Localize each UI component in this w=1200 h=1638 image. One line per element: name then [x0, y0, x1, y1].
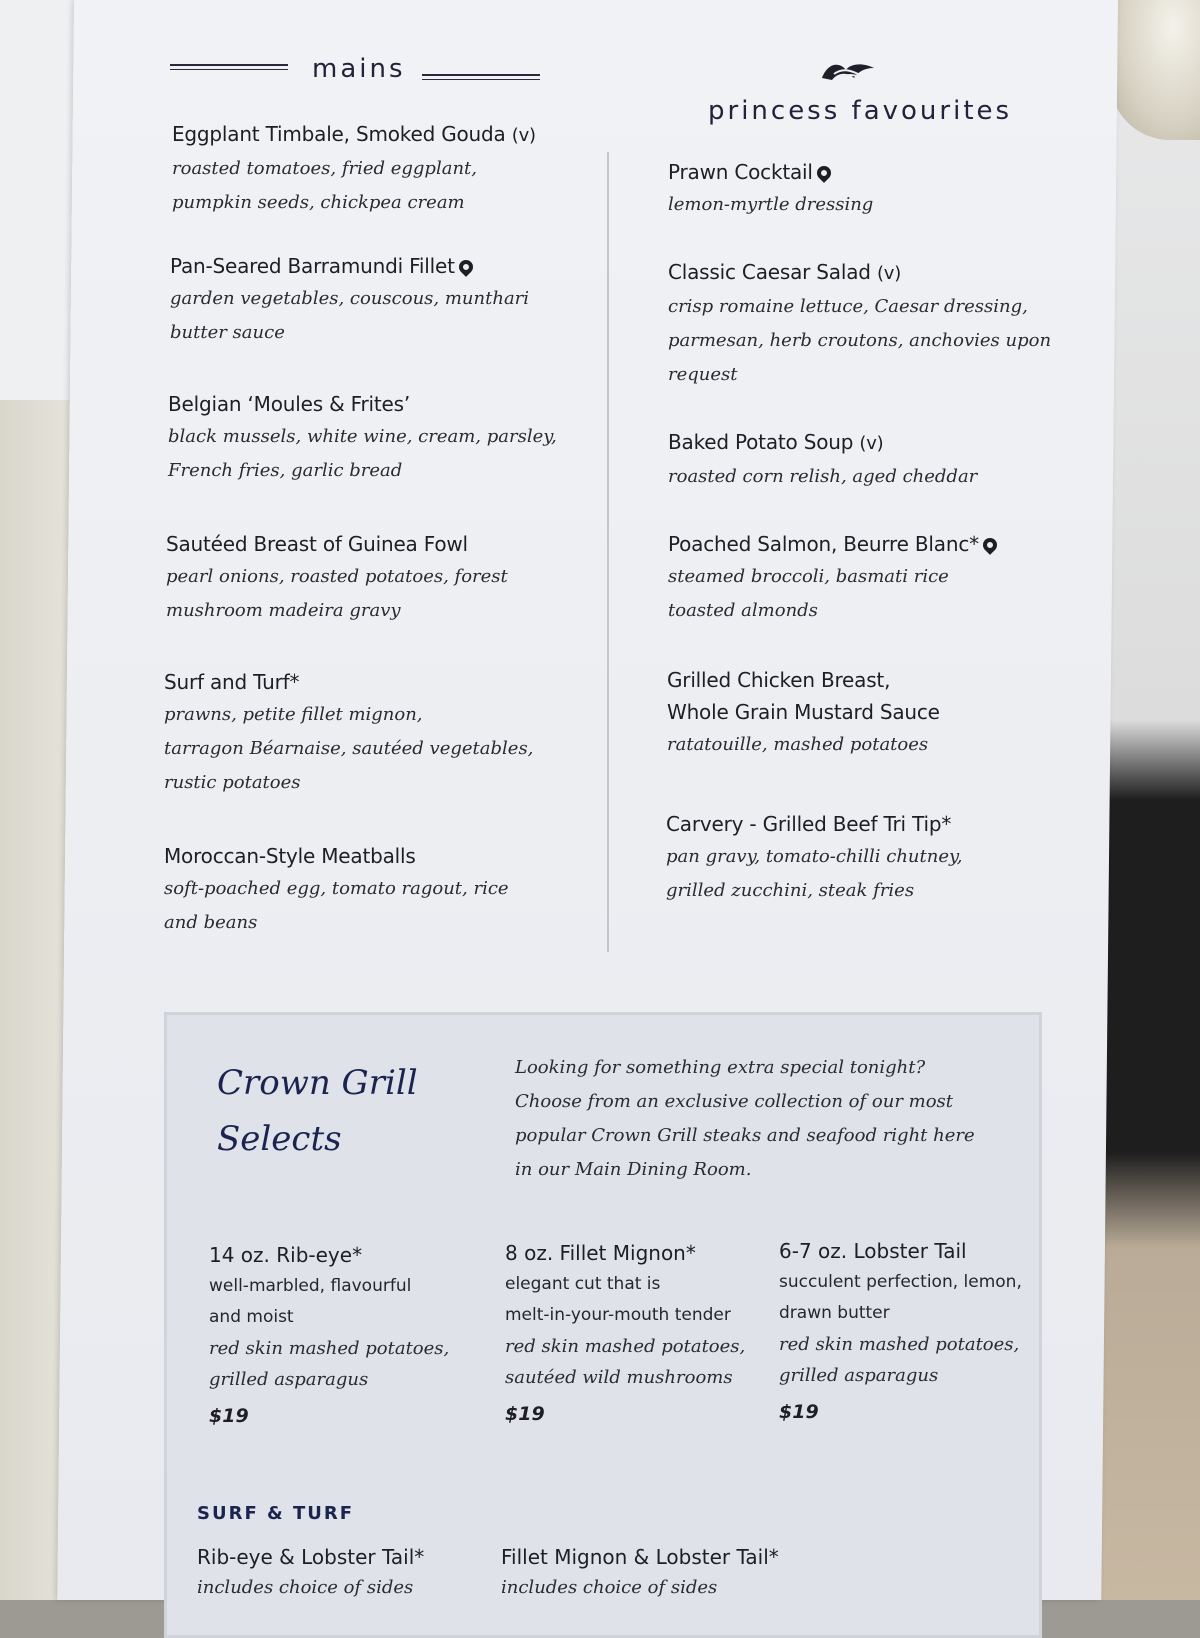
header-rule-right — [422, 74, 540, 76]
item-description: request — [668, 364, 738, 385]
combo-sides: includes choice of sides — [501, 1577, 718, 1598]
crown-grill-title — [217, 1055, 477, 1167]
item-name: Surf and Turf* — [164, 670, 300, 694]
combo-name: Fillet Mignon & Lobster Tail* — [501, 1545, 779, 1569]
intro-line: popular Crown Grill steaks and seafood right here — [515, 1125, 975, 1146]
surf-turf-item — [501, 1541, 801, 1603]
item-description: crisp romaine lettuce, Caesar dressing, — [668, 296, 1028, 317]
select-price: $19 — [779, 1401, 819, 1423]
item-name: Baked Potato Soup — [668, 430, 854, 454]
item-name: Moroccan-Style Meatballs — [164, 844, 416, 868]
select-note: elegant cut that is melt-in-your-mouth tender — [505, 1274, 731, 1325]
item-description: rustic potatoes — [164, 772, 301, 793]
item-description: black mussels, white wine, cream, parsley, — [168, 426, 557, 447]
header-rule-left — [170, 64, 288, 66]
select-price: $19 — [505, 1403, 545, 1425]
menu-item — [667, 664, 1087, 762]
menu-item — [164, 666, 584, 800]
item-name: Belgian ‘Moules & Frites’ — [168, 392, 410, 416]
plate — [1110, 0, 1200, 140]
item-description: prawns, petite fillet mignon, — [164, 704, 423, 725]
grill-select-item — [209, 1239, 489, 1427]
menu-item — [170, 250, 590, 350]
combo-sides: includes choice of sides — [197, 1577, 414, 1598]
menu-item — [172, 118, 592, 220]
select-price: $19 — [209, 1405, 249, 1427]
item-description: lemon-myrtle dressing — [668, 194, 874, 215]
select-sides: red skin mashed potatoes, sautéed wild mushrooms — [505, 1336, 746, 1388]
crown-grill-title-line1: Crown Grill — [217, 1063, 418, 1103]
item-name: Pan-Seared Barramundi Fillet — [170, 254, 455, 278]
select-sides: red skin mashed potatoes, grilled asparagus — [779, 1334, 1020, 1386]
item-description: pearl onions, roasted potatoes, forest — [166, 566, 508, 587]
select-name: 8 oz. Fillet Mignon* — [505, 1241, 696, 1265]
item-description: mushroom madeira gravy — [166, 600, 401, 621]
item-description: and beans — [164, 912, 258, 933]
menu-item — [166, 528, 586, 628]
item-description: grilled zucchini, steak fries — [666, 880, 915, 901]
menu-item — [668, 528, 1088, 628]
select-note: well-marbled, flavourful and moist — [209, 1276, 412, 1327]
item-description: steamed broccoli, basmati rice — [668, 566, 949, 587]
menu-item — [666, 808, 1086, 908]
menu-item — [164, 840, 584, 940]
crown-grill-intro — [515, 1051, 985, 1187]
favourites-title: princess favourites — [708, 96, 1013, 126]
intro-line: Choose from an exclusive collection of our most — [515, 1091, 954, 1112]
item-description: parmesan, herb croutons, anchovies upon — [668, 330, 1052, 351]
item-description: French fries, garlic bread — [168, 460, 403, 481]
column-divider — [607, 152, 609, 952]
combo-name: Rib-eye & Lobster Tail* — [197, 1545, 425, 1569]
item-name: Classic Caesar Salad — [668, 260, 871, 284]
item-name: Poached Salmon, Beurre Blanc* — [668, 532, 979, 556]
item-name-line2: Whole Grain Mustard Sauce — [667, 700, 940, 724]
crown-grill-title-line2: Selects — [217, 1119, 342, 1159]
item-description: soft-poached egg, tomato ragout, rice — [164, 878, 509, 899]
intro-line: Looking for something extra special tonight? — [515, 1057, 926, 1078]
item-description: pan gravy, tomato-chilli chutney, — [666, 846, 963, 867]
location-pin-icon — [980, 535, 1000, 555]
item-name: Grilled Chicken Breast, — [667, 668, 891, 692]
crown-grill-section — [164, 1012, 1042, 1638]
mains-header — [170, 52, 550, 92]
item-name: Eggplant Timbale, Smoked Gouda — [172, 122, 506, 146]
item-name: Sautéed Breast of Guinea Fowl — [166, 532, 468, 556]
menu-item — [668, 256, 1088, 392]
surf-turf-label: SURF & TURF — [197, 1503, 355, 1524]
item-description: ratatouille, mashed potatoes — [667, 734, 929, 755]
vegetarian-tag: (v) — [859, 433, 884, 454]
item-description: butter sauce — [170, 322, 285, 343]
vegetarian-tag: (v) — [876, 263, 902, 284]
grill-select-item — [505, 1237, 785, 1425]
menu-item — [168, 388, 588, 488]
item-name: Prawn Cocktail — [668, 160, 813, 184]
mains-title: mains — [312, 54, 406, 84]
item-description: toasted almonds — [668, 600, 818, 621]
location-pin-icon — [456, 257, 476, 277]
grill-select-item — [779, 1235, 1059, 1423]
vegetarian-tag: (v) — [511, 125, 536, 146]
item-description: tarragon Béarnaise, sautéed vegetables, — [164, 738, 534, 759]
item-description: roasted tomatoes, fried eggplant, — [172, 158, 477, 179]
item-description: pumpkin seeds, chickpea cream — [172, 192, 465, 213]
select-name: 14 oz. Rib-eye* — [209, 1243, 363, 1267]
surf-turf-item — [197, 1541, 497, 1603]
item-description: garden vegetables, couscous, munthari — [170, 288, 530, 309]
item-description: roasted corn relish, aged cheddar — [668, 466, 978, 487]
select-note: succulent perfection, lemon, drawn butter — [779, 1272, 1022, 1323]
menu-item — [668, 156, 1088, 222]
menu-item — [668, 426, 1088, 494]
princess-logo-icon — [818, 58, 878, 86]
select-sides: red skin mashed potatoes, grilled asparagus — [209, 1338, 450, 1390]
item-name: Carvery - Grilled Beef Tri Tip* — [666, 812, 952, 836]
intro-line: in our Main Dining Room. — [515, 1159, 752, 1180]
location-pin-icon — [814, 163, 834, 183]
select-name: 6-7 oz. Lobster Tail — [779, 1239, 967, 1263]
